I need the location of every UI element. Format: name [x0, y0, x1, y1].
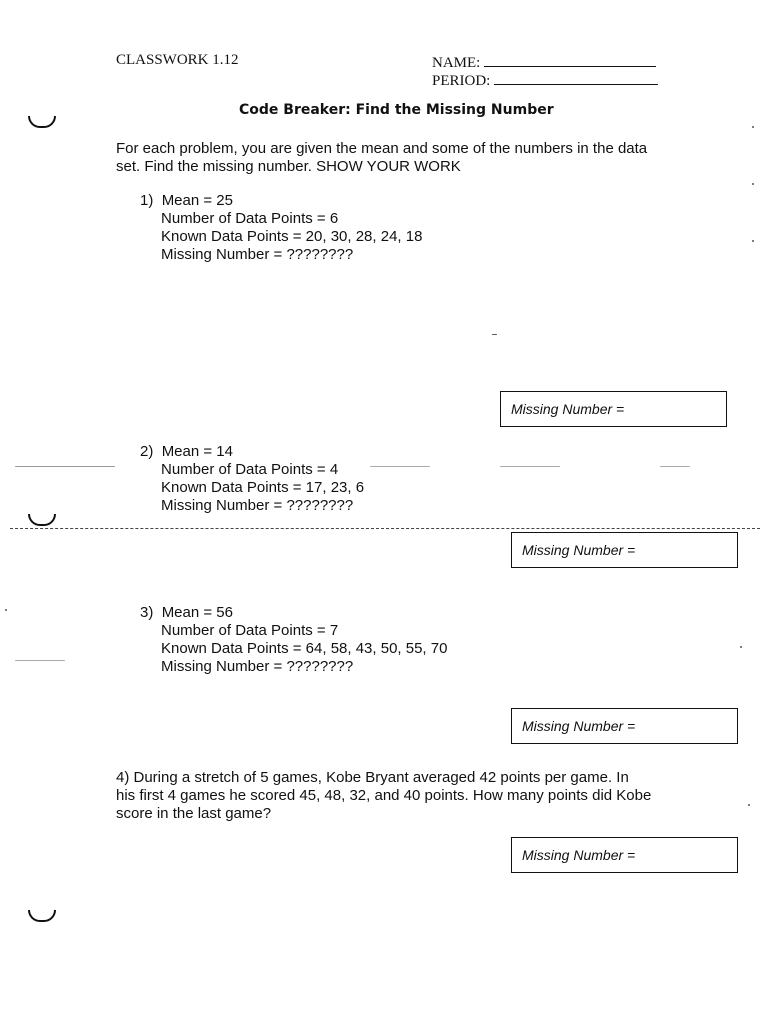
- name-label: NAME:: [432, 55, 481, 71]
- problem-count: Number of Data Points = 4: [161, 461, 339, 478]
- problem-known: Known Data Points = 20, 30, 28, 24, 18: [161, 228, 423, 245]
- problem-missing: Missing Number = ????????: [161, 658, 354, 675]
- scan-speck: [370, 466, 430, 467]
- answer-box-4[interactable]: [511, 837, 738, 873]
- name-line[interactable]: [484, 52, 656, 67]
- period-line[interactable]: [494, 70, 658, 85]
- answer-label: Missing Number =: [522, 718, 636, 734]
- scan-rule: [10, 528, 760, 529]
- problem-number: 1): [140, 192, 154, 209]
- scan-speck: [752, 183, 754, 185]
- problem-count: Number of Data Points = 7: [161, 622, 339, 639]
- scan-speck: [492, 334, 497, 335]
- binder-hole-icon: [28, 116, 56, 128]
- classwork-label: CLASSWORK 1.12: [116, 52, 239, 68]
- answer-box-3[interactable]: [511, 708, 738, 744]
- word-problem: [116, 769, 651, 823]
- scan-speck: [660, 466, 690, 467]
- instructions-line-1: For each problem, you are given the mean and some of the numbers in the data: [116, 140, 648, 157]
- period-label: PERIOD:: [432, 73, 491, 89]
- scan-speck: [500, 466, 560, 467]
- instructions-line-2: set. Find the missing number. SHOW YOUR WORK: [116, 158, 461, 175]
- problem-mean: Mean = 56: [161, 604, 233, 621]
- answer-label: Missing Number =: [511, 401, 625, 417]
- scan-speck: [15, 466, 115, 467]
- scan-speck: [752, 126, 754, 128]
- problem-missing: Missing Number = ????????: [161, 246, 354, 263]
- problem-2: [140, 443, 364, 515]
- word-problem-line-1: 4) During a stretch of 5 games, Kobe Bryant averaged 42 points per game. In: [116, 769, 629, 786]
- scan-speck: [15, 660, 65, 661]
- scan-speck: [740, 646, 742, 648]
- word-problem-line-3: score in the last game?: [116, 805, 272, 822]
- scan-speck: [5, 609, 7, 611]
- problem-number: 3): [140, 604, 154, 621]
- answer-box-1[interactable]: [500, 391, 727, 427]
- answer-box-2[interactable]: [511, 532, 738, 568]
- problem-missing: Missing Number = ????????: [161, 497, 354, 514]
- problem-number: 2): [140, 443, 154, 460]
- problem-known: Known Data Points = 64, 58, 43, 50, 55, 70: [161, 640, 448, 657]
- word-problem-line-2: his first 4 games he scored 45, 48, 32, and 40 points. How many points did Kobe: [116, 787, 652, 804]
- name-field[interactable]: [432, 52, 656, 72]
- scan-speck: [752, 240, 754, 242]
- problem-known: Known Data Points = 17, 23, 6: [161, 479, 365, 496]
- problem-3: [140, 604, 447, 676]
- binder-hole-icon: [28, 910, 56, 922]
- period-field[interactable]: [432, 70, 658, 90]
- answer-label: Missing Number =: [522, 542, 636, 558]
- problem-1: [140, 192, 422, 264]
- problem-mean: Mean = 25: [161, 192, 233, 209]
- answer-label: Missing Number =: [522, 847, 636, 863]
- binder-hole-icon: [28, 514, 56, 526]
- scan-speck: [748, 804, 750, 806]
- problem-count: Number of Data Points = 6: [161, 210, 339, 227]
- problem-mean: Mean = 14: [161, 443, 233, 460]
- page-title: Code Breaker: Find the Missing Number: [239, 102, 554, 118]
